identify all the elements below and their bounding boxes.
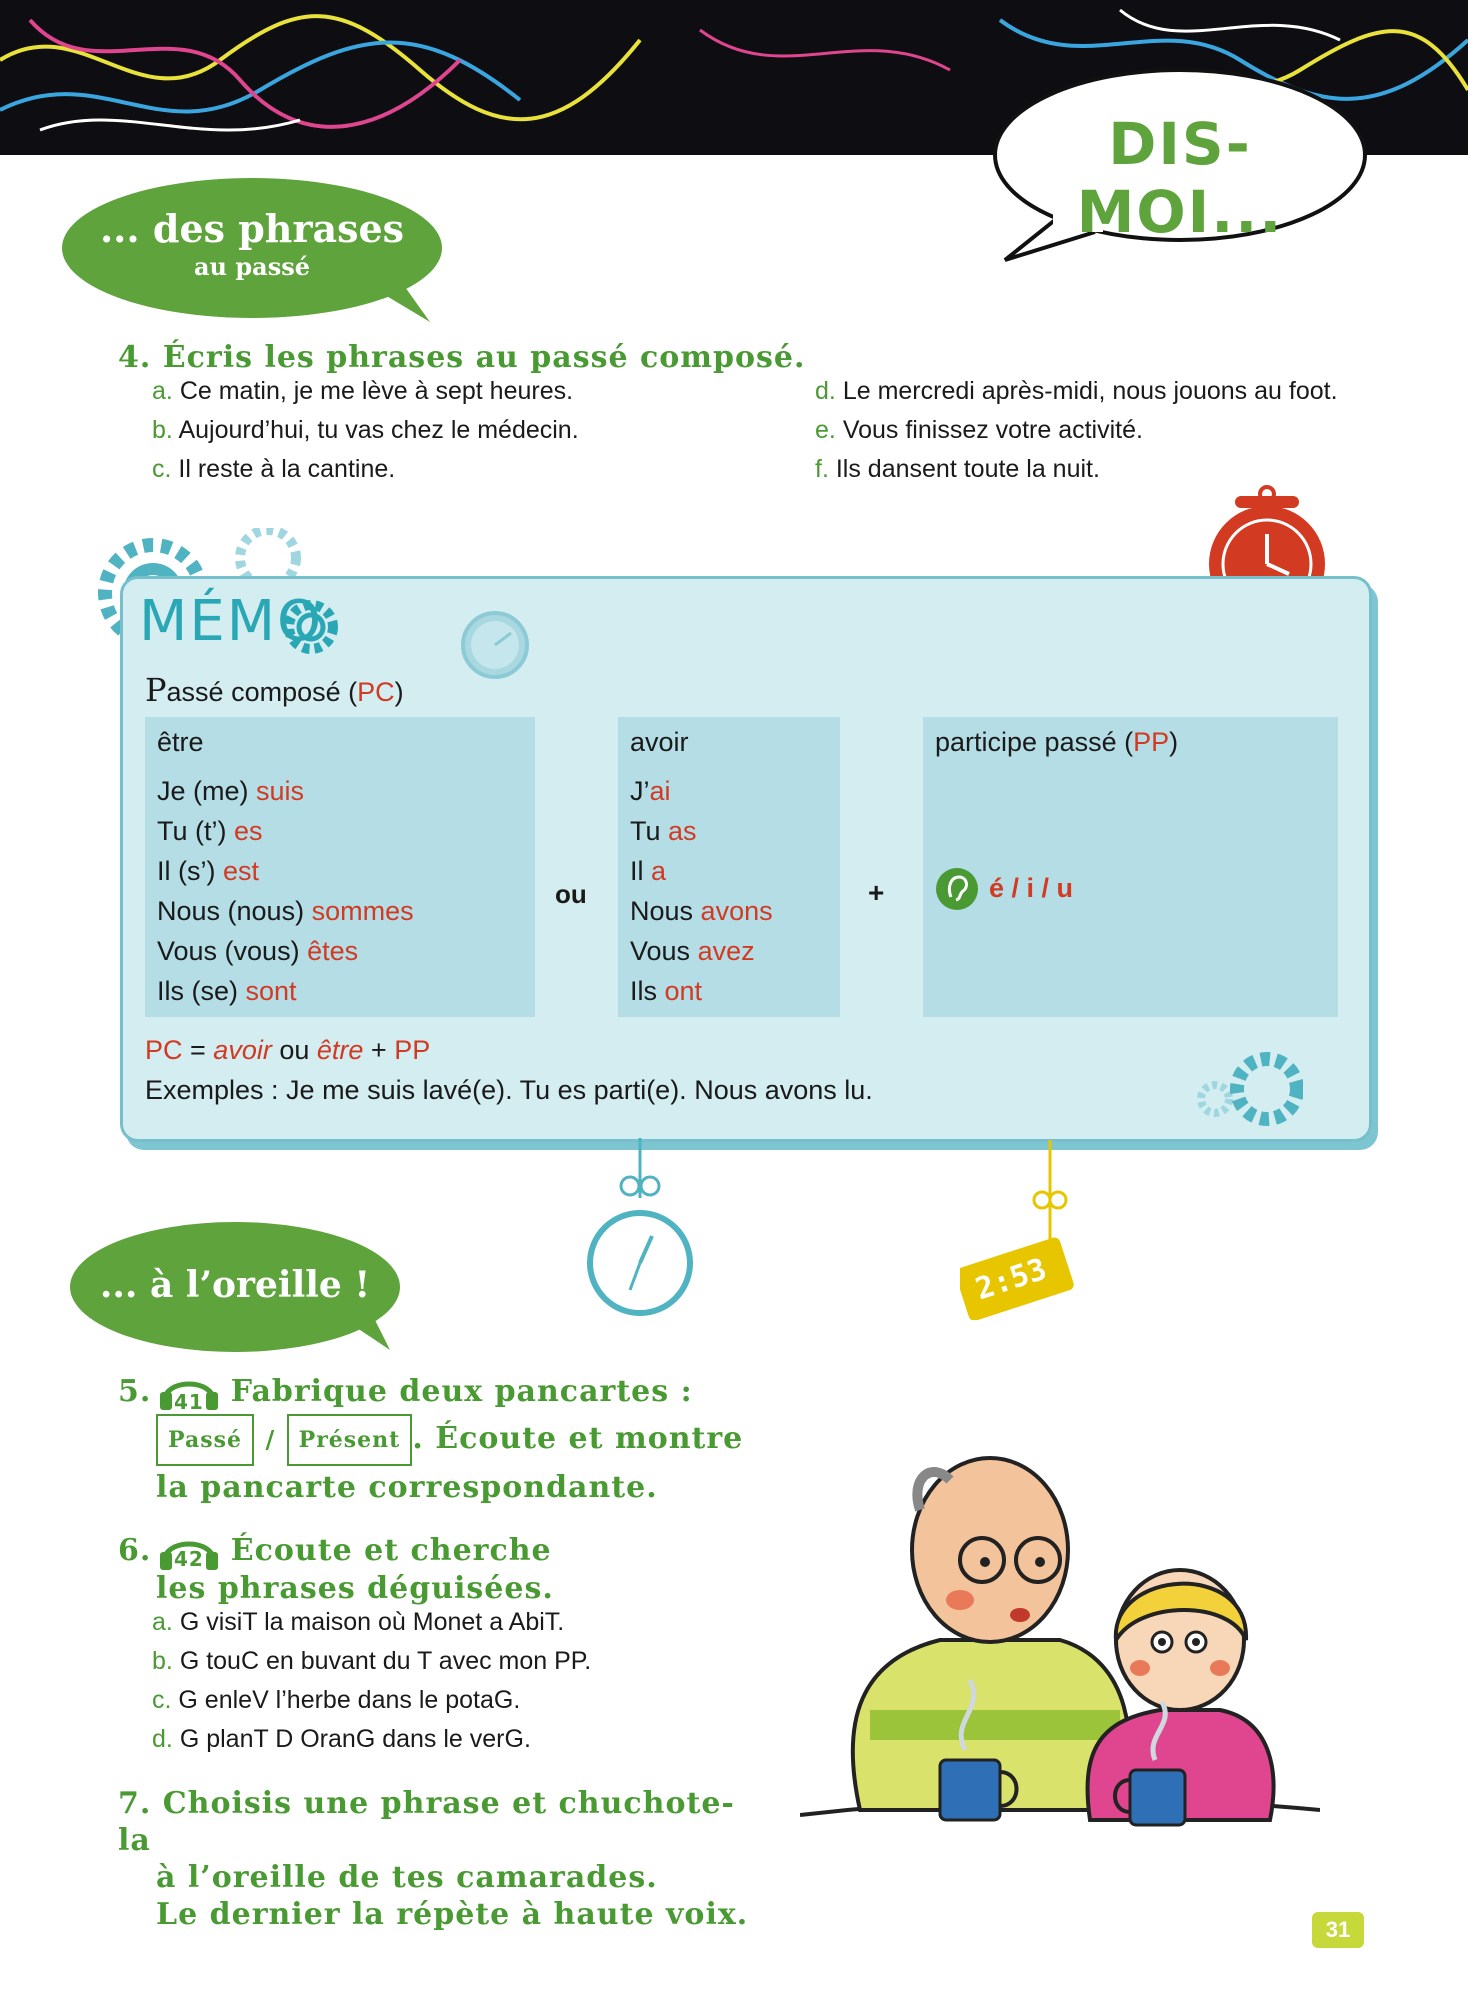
avoir-column (618, 717, 840, 1017)
memo-formula: PC = avoir ou être + PP (145, 1035, 431, 1065)
exercise5-line2: Passé / Présent . Écoute et montre (156, 1414, 838, 1466)
exercise7 (118, 1785, 758, 1933)
ou-label: ou (555, 879, 587, 909)
bubble-line1: ... des phrases (99, 206, 405, 251)
list-item: b. G touC en buvant du T avec mon PP. (152, 1647, 592, 1675)
exercise4-title (118, 340, 805, 375)
list-item: a. G visiT la maison où Monet a AbiT. (152, 1608, 565, 1636)
exercise4-number: 4. (118, 340, 152, 375)
exercise7-line3: Le dernier la répète à haute voix. (156, 1897, 749, 1932)
conjugation-row: Il a (630, 856, 667, 886)
bubble-text: ... à l’oreille ! (99, 1264, 371, 1306)
conjugation-row: Nous (nous) sommes (157, 896, 414, 926)
exercise6 (118, 1532, 718, 1608)
memo-title: MÉMO (139, 589, 324, 654)
exercise5-line1: Fabrique deux pancartes : (230, 1374, 693, 1409)
exercise6-line1: Écoute et cherche (230, 1533, 552, 1568)
memo-subtitle: Passé composé (PC) (145, 671, 404, 709)
list-item: f. Ils dansent toute la nuit. (815, 455, 1100, 483)
bubble-line2: au passé (194, 252, 310, 281)
illustration-grandfather-child (800, 1420, 1320, 1880)
ear-icon (935, 867, 979, 911)
exercise5-line3: la pancarte correspondante. (156, 1470, 658, 1505)
list-item: c. G enleV l’herbe dans le potaG. (152, 1686, 521, 1714)
exercise6-line2: les phrases déguisées. (156, 1571, 554, 1606)
list-item: d. G planT D OranG dans le verG. (152, 1725, 531, 1753)
conjugation-row: Tu (t’) es (157, 816, 263, 846)
conjugation-row: Je (me) suis (157, 776, 305, 806)
conjugation-row: Tu as (630, 816, 697, 846)
exercise6-list (152, 1603, 712, 1759)
conjugation-row: Il (s’) est (157, 856, 260, 886)
memo-gear-icon (281, 597, 341, 657)
conjugation-row: Ils ont (630, 976, 703, 1006)
headphones-icon[interactable] (156, 1372, 222, 1425)
participe-endings: é / i / u (989, 873, 1074, 903)
faint-clock-icon (459, 609, 531, 681)
gear-icon (1193, 1049, 1303, 1129)
list-item: d. Le mercredi après-midi, nous jouons au foot. (815, 377, 1338, 405)
participe-header: participe passé (PP) (935, 727, 1179, 757)
conjugation-row: Ils (se) sont (157, 976, 297, 1006)
conjugation-row: Nous avons (630, 896, 773, 926)
participe-column (923, 717, 1338, 1017)
bubble-tail (330, 1310, 400, 1360)
conjugation-row: Vous (vous) êtes (157, 936, 359, 966)
exercise4-list-left (152, 372, 772, 489)
plus-sign: + (868, 877, 885, 908)
list-item: b. Aujourd’hui, tu vas chez le médecin. (152, 416, 579, 444)
page-title: DIS-MOI... (1076, 110, 1284, 246)
exercise5 (118, 1370, 838, 1510)
page-number: 31 (1312, 1912, 1364, 1948)
conjugation-row: Vous avez (630, 936, 755, 966)
list-item: a. Ce matin, je me lève à sept heures. (152, 377, 574, 405)
digital-clock-digits: 2:53 (971, 1251, 1051, 1308)
exercise5-number: 5. (118, 1374, 152, 1409)
list-item: c. Il reste à la cantine. (152, 455, 396, 483)
memo-examples: Exemples : Je me suis lavé(e). Tu es parti(e). Nous avons lu. (145, 1075, 873, 1105)
track-number: 42 (174, 1547, 204, 1571)
headphones-icon[interactable] (156, 1532, 222, 1582)
exercise7-line1: 7. Choisis une phrase et chuchote-la (118, 1786, 735, 1858)
exercise4-instruction: Écris les phrases au passé composé. (162, 340, 806, 375)
present-card: Présent (287, 1414, 413, 1466)
exercise6-number: 6. (118, 1533, 152, 1568)
bubble-tail (360, 280, 440, 330)
hanging-clock-icon (580, 1138, 700, 1323)
etre-header: être (157, 727, 204, 757)
avoir-header: avoir (630, 727, 689, 757)
etre-column (145, 717, 535, 1017)
list-item: e. Vous finissez votre activité. (815, 416, 1143, 444)
exercise7-line2: à l’oreille de tes camarades. (156, 1860, 658, 1895)
passe-card: Passé (156, 1414, 254, 1466)
exercise4-list-right (815, 372, 1375, 489)
conjugation-row: J’ai (630, 776, 671, 806)
memo-panel (120, 576, 1372, 1142)
track-number: 41 (174, 1390, 204, 1414)
